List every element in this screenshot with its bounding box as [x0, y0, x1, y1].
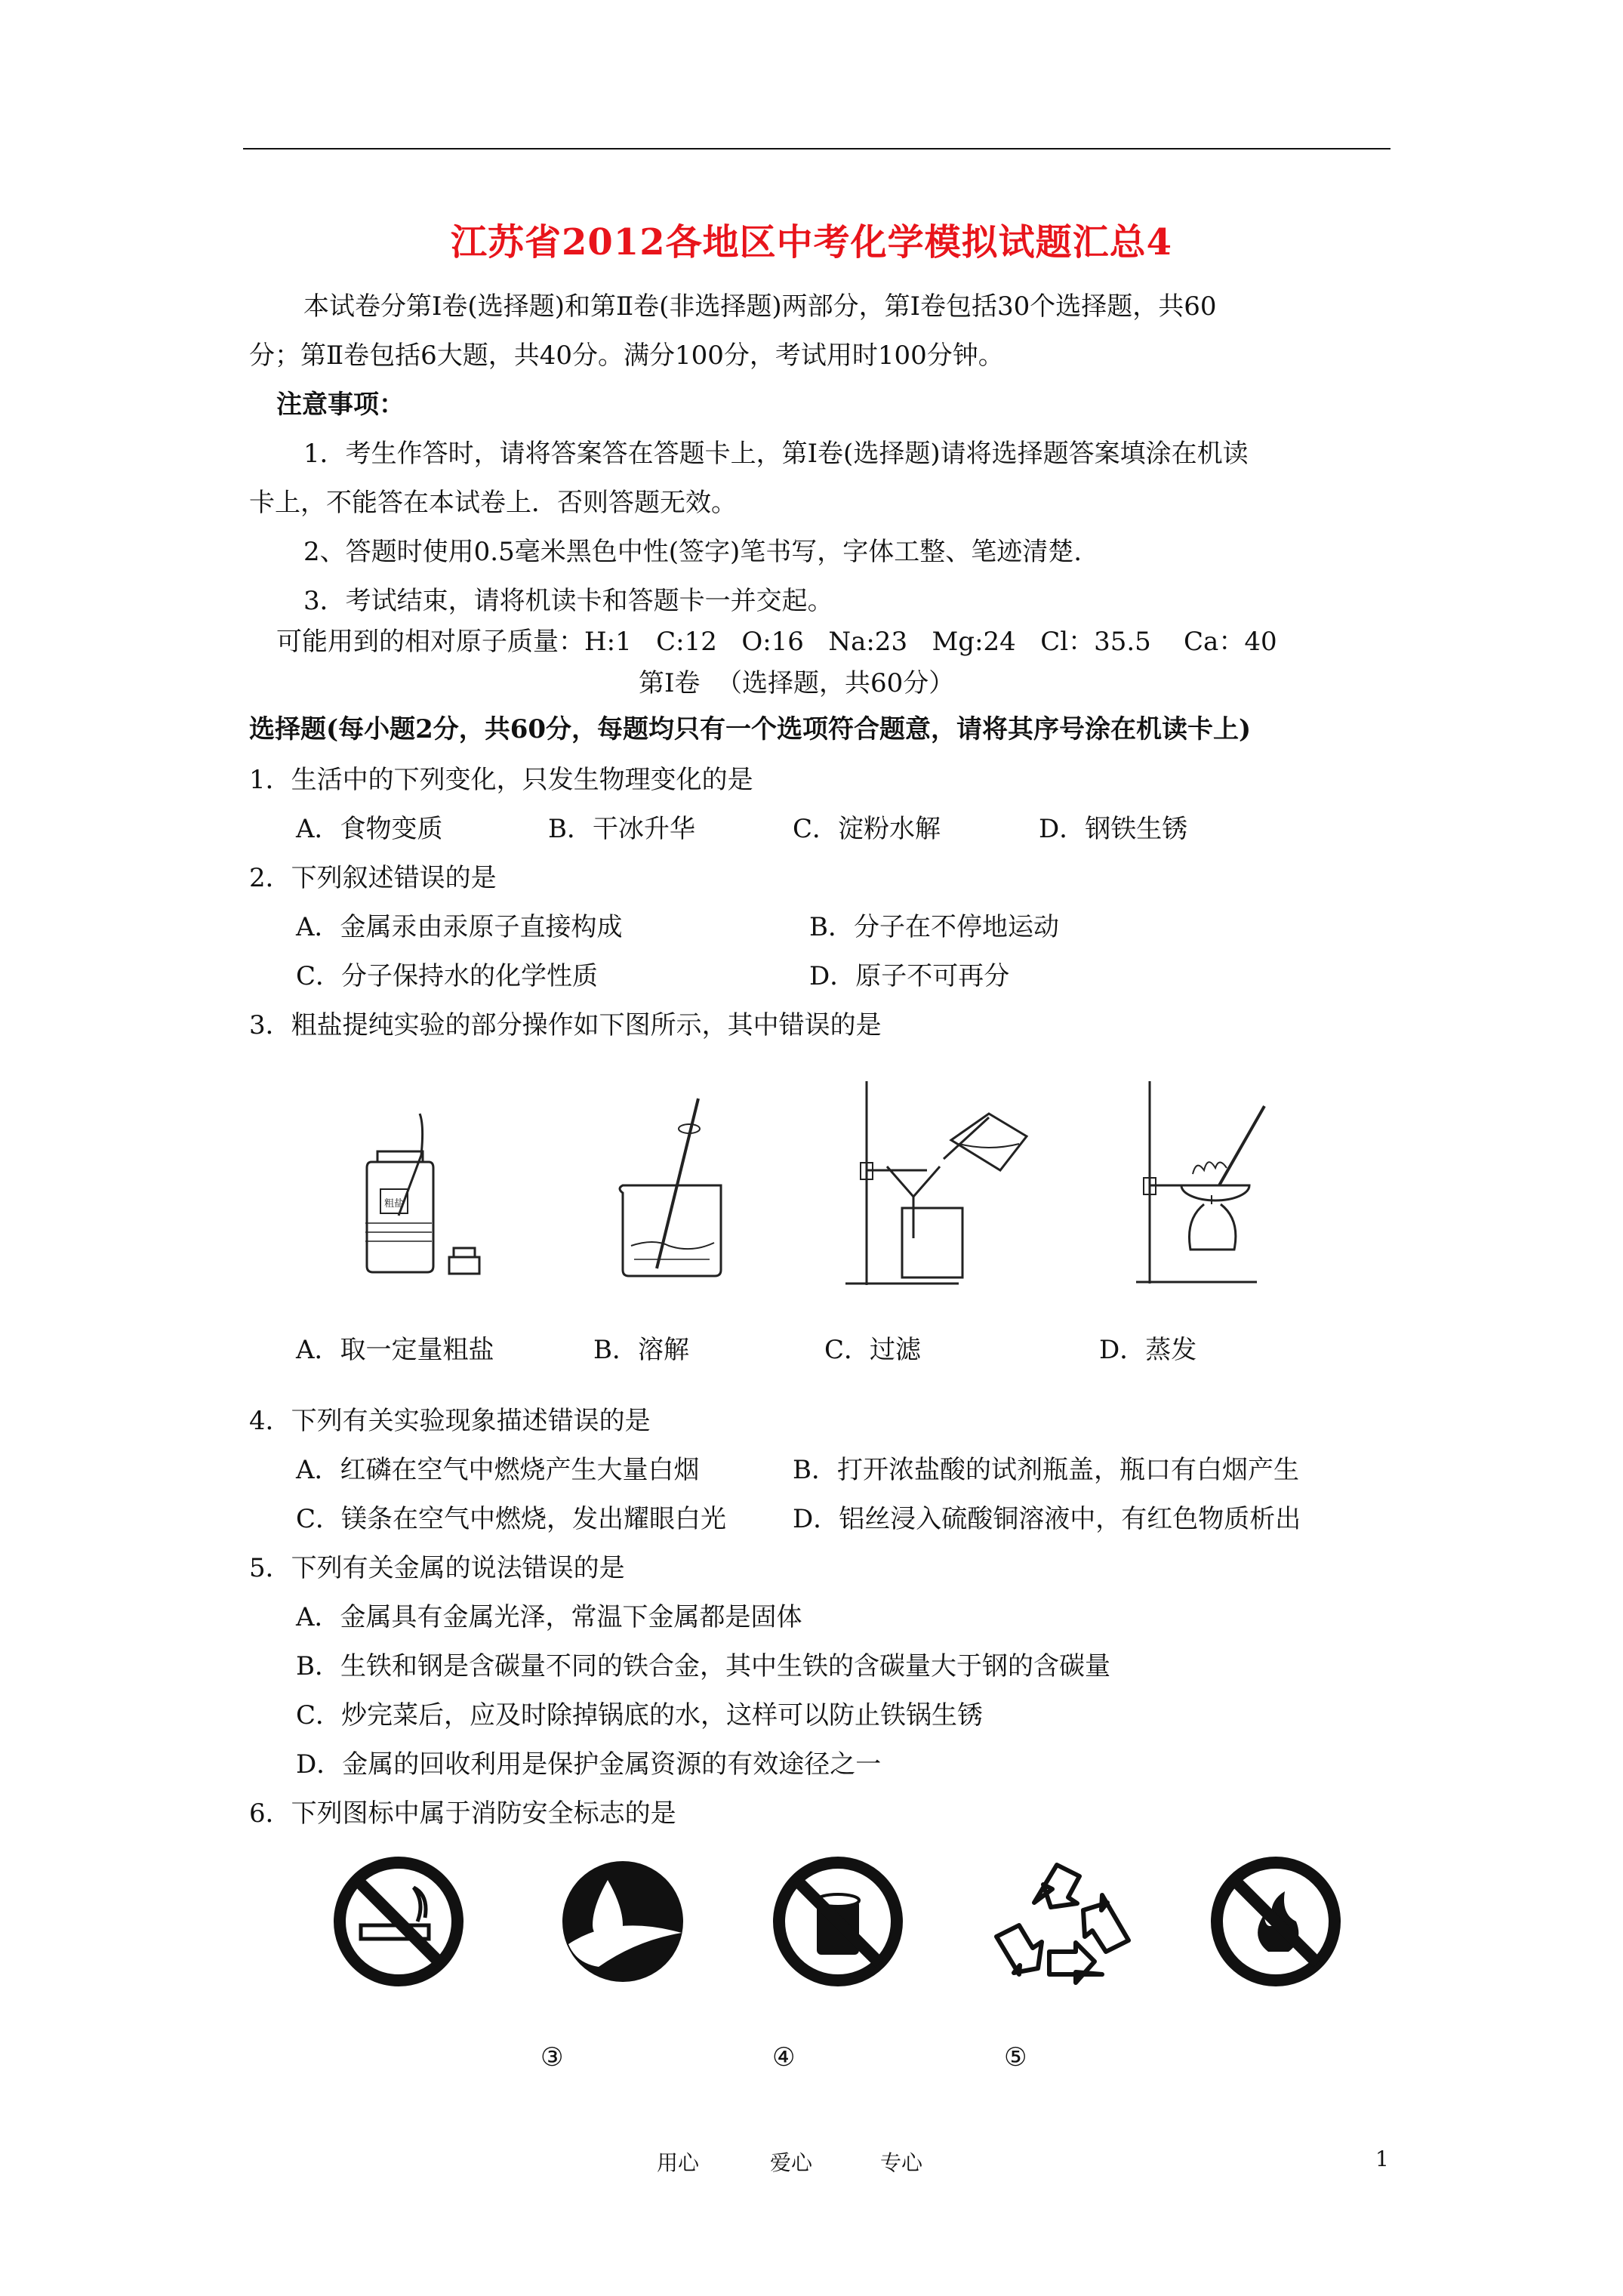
q6-stem: 6．下列图标中属于消防安全标志的是: [249, 1798, 676, 1829]
q4-option-a: A．红磷在空气中燃烧产生大量白烟: [296, 1455, 700, 1485]
footer-word-2: 爱心: [770, 2150, 813, 2175]
section-title: 第Ⅰ卷 （选择题，共60分）: [639, 668, 955, 698]
q5-option-a: A．金属具有金属光泽，常温下金属都是固体: [296, 1602, 802, 1632]
intro-line-2: 分；第Ⅱ卷包括6大题，共40分。满分100分，考试用时100分钟。: [249, 341, 1004, 371]
atomic-masses: 可能用到的相对原子质量：H:1 C:12 O:16 Na:23 Mg:24 Cl：35.5 Ca：40: [276, 627, 1277, 657]
q3-option-b: B．溶解: [593, 1335, 689, 1365]
recycling-sign-icon: [989, 1850, 1140, 1993]
notes-heading: 注意事项：: [276, 390, 405, 420]
q6-label-4: ④: [772, 2042, 796, 2073]
header-rule: [243, 148, 1390, 149]
q5-option-d: D．金属的回收利用是保护金属资源的有效途径之一: [296, 1749, 882, 1780]
q1-option-d: D．钢铁生锈: [1039, 814, 1188, 844]
water-saving-sign-icon: [555, 1854, 691, 1989]
q3-option-c: C．过滤: [824, 1335, 922, 1365]
q1-option-b: B．干冰升华: [548, 814, 695, 844]
q1-stem: 1．生活中的下列变化，只发生物理变化的是: [249, 765, 753, 795]
no-flammables-sign-icon: [770, 1854, 906, 1989]
q5-stem: 5．下列有关金属的说法错误的是: [249, 1553, 625, 1583]
q6-label-5: ⑤: [1004, 2042, 1027, 2073]
q2-option-b: B．分子在不停地运动: [809, 912, 1059, 942]
q4-option-b: B．打开浓盐酸的试剂瓶盖，瓶口有白烟产生: [793, 1455, 1299, 1485]
q6-label-3: ③: [540, 2042, 564, 2073]
q4-option-c: C．镁条在空气中燃烧，发出耀眼白光: [296, 1504, 727, 1534]
footer-word-3: 专心: [880, 2150, 923, 2175]
q2-option-a: A．金属汞由汞原子直接构成: [296, 912, 623, 942]
note-3: 3．考试结束，请将机读卡和答题卡一并交起。: [303, 586, 833, 616]
section-instruction: 选择题(每小题2分，共60分，每题均只有一个选项符合题意，请将其序号涂在机读卡上): [249, 714, 1252, 744]
note-2: 2、答题时使用0.5毫米黑色中性(签字)笔书写，字体工整、笔迹清楚.: [303, 537, 1083, 567]
q3-option-d: D．蒸发: [1099, 1335, 1197, 1365]
evaporation-figure: [1136, 1072, 1287, 1291]
no-open-flame-sign-icon: [1208, 1854, 1344, 1989]
filtration-figure: [845, 1072, 1034, 1291]
q2-option-c: C．分子保持水的化学性质: [296, 961, 599, 991]
q5-option-c: C．炒完菜后，应及时除掉锅底的水，这样可以防止铁锅生锈: [296, 1700, 984, 1730]
no-smoking-sign-icon: [331, 1854, 467, 1989]
page-title: 江苏省2012各地区中考化学模拟试题汇总4: [451, 221, 1172, 264]
q1-option-c: C．淀粉水解: [793, 814, 941, 844]
q4-option-d: D．铝丝浸入硫酸铜溶液中，有红色物质析出: [793, 1504, 1301, 1534]
q2-option-d: D．原子不可再分: [809, 961, 1010, 991]
q3-option-a: A．取一定量粗盐: [296, 1335, 494, 1365]
note-1b: 卡上，不能答在本试卷上．否则答题无效。: [249, 488, 737, 518]
q2-stem: 2．下列叙述错误的是: [249, 863, 497, 893]
dissolve-beaker-figure: [611, 1087, 740, 1291]
footer-word-1: 用心: [657, 2150, 700, 2175]
q5-option-b: B．生铁和钢是含碳量不同的铁合金，其中生铁的含碳量大于钢的含碳量: [296, 1651, 1110, 1681]
jar-label: 粗盐: [383, 1198, 405, 1210]
intro-line-1: 本试卷分第Ⅰ卷(选择题)和第Ⅱ卷(非选择题)两部分，第Ⅰ卷包括30个选择题，共60: [303, 291, 1217, 322]
q1-option-a: A．食物变质: [296, 814, 443, 844]
page-number: 1: [1375, 2147, 1389, 2171]
q3-stem: 3．粗盐提纯实验的部分操作如下图所示，其中错误的是: [249, 1010, 882, 1040]
note-1a: 1．考生作答时，请将答案答在答题卡上，第Ⅰ卷(选择题)请将选择题答案填涂在机读: [303, 439, 1249, 469]
salt-jar-figure: [355, 1110, 483, 1291]
q4-stem: 4．下列有关实验现象描述错误的是: [249, 1406, 651, 1436]
